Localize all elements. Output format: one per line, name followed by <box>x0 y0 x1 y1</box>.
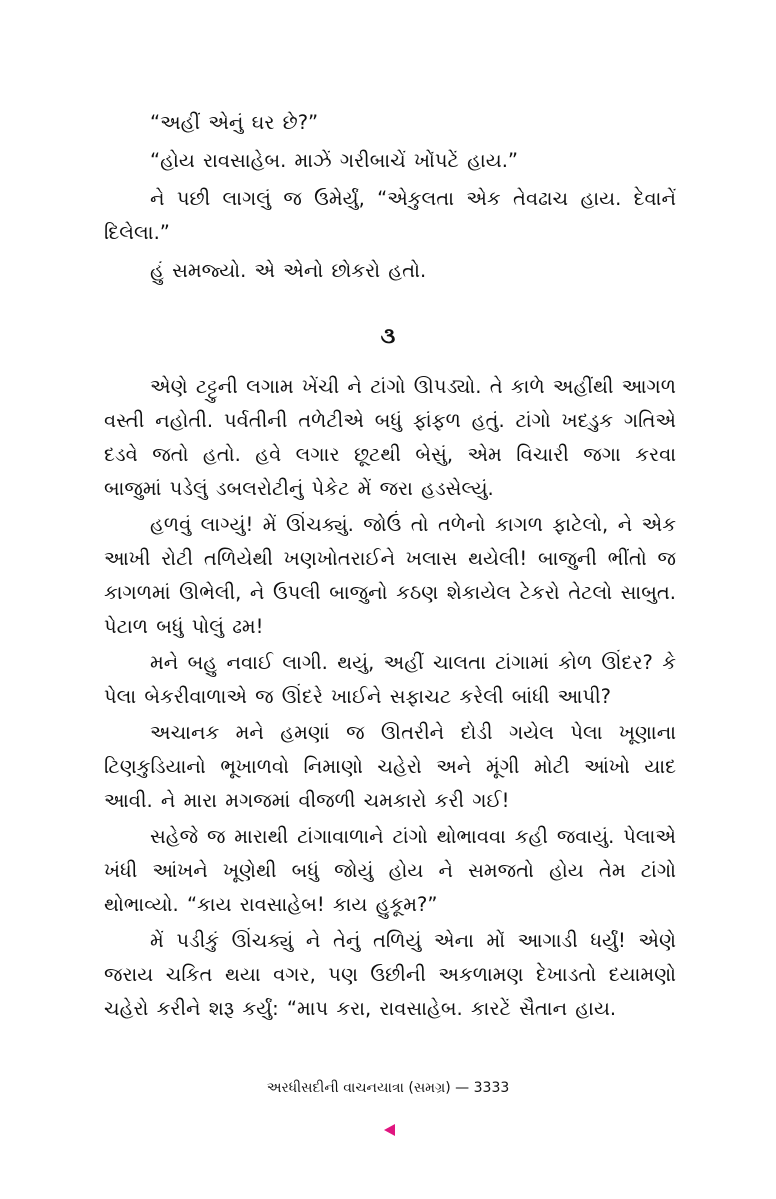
paragraph: “અહીં એનું ઘર છે?” <box>150 111 319 134</box>
text-block-main <box>104 370 676 1026</box>
paragraph: અચાનક મને હમણાં જ ઊતરીને દોડી ગયેલ પેલા ખૂણાના ટિણકુડિયાનો ભૂખાળવો નિમાણો ચહેરો અને મૂંગી મોટી આંખો યાદ આવી. ને મારા મગજમાં વીજળી ચમકારો કરી ગઈ! <box>104 721 676 812</box>
page-footer: અરધીસદીની વાચનયાત્રા (સમગ્ર) — 3333 <box>266 1080 510 1096</box>
previous-page-arrow-icon[interactable] <box>384 1124 395 1136</box>
paragraph: હળવું લાગ્યું! મેં ઊંચક્યું. જોઉં તો તળેનો કાગળ ફાટેલો, ને એક આખી રોટી તળિયેથી ખણખોતરાઈને ખલાસ થયેલી! બાજુની ભીંતો જ કાગળમાં ઊભેલી, ને ઉપલી બાજુનો કઠણ શેકાયેલ ટેકરો તેટલો સાબુત. પેટાળ બધું પોલું ઢમ! <box>104 513 676 638</box>
section-number: ૩ <box>380 324 396 349</box>
paragraph: મેં પડીકું ઊંચક્યું ને તેનું તળિયું એના મોં આગાડી ધર્યું! એણે જરાય ચકિત થયા વગર, પણ ઉછીની અકળામણ દેખાડતો દયામણો ચહેરો કરીને શરૂ કર્યું: “માપ કરા, રાવસાહેબ. કારટેં સૈતાન હાય. <box>104 929 676 1020</box>
paragraph: એણે ટટ્ટુની લગામ ખેંચી ને ટાંગો ઊપડ્યો. તે કાળે અહીંથી આગળ વસ્તી નહોતી. પર્વતીની તળેટીએ બધું ફાંફળ હતું. ટાંગો ખદડુક ગતિએ દડવે જતો હતો. હવે લગાર છૂટથી બેસું, એમ વિચારી જગા કરવા બાજુમાં પડેલું ડબલરોટીનું પેકેટ મેં જરા હડસેલ્યું. <box>104 375 676 500</box>
paragraph: મને બહુ નવાઈ લાગી. થયું, અહીં ચાલતા ટાંગામાં કોળ ઊંદર? કે પેલા બેકરીવાળાએ જ ઊંદરે ખાઈને સફાચટ કરેલી બાંધી આપી? <box>104 651 676 708</box>
text-block-top <box>104 106 676 288</box>
paragraph: સહેજે જ મારાથી ટાંગાવાળાને ટાંગો થોભાવવા કહી જવાયું. પેલાએ ખંધી આંખને ખૂણેથી બધું જોયું હોય ને સમજતો હોય તેમ ટાંગો થોભાવ્યો. “કાય રાવસાહેબ! કાય હુકૂમ?” <box>104 825 676 916</box>
paragraph: ને પછી લાગલું જ ઉમેર્યું, “એકુલતા એક તેવઢાચ હાય. દેવાનેં દિલેલા.” <box>104 187 676 244</box>
paragraph: હું સમજ્યો. એ એનો છોકરો હતો. <box>150 259 427 282</box>
paragraph: “હોય રાવસાહેબ. માઝેં ગરીબાચેં ખોંપટેં હાય.” <box>150 149 519 172</box>
